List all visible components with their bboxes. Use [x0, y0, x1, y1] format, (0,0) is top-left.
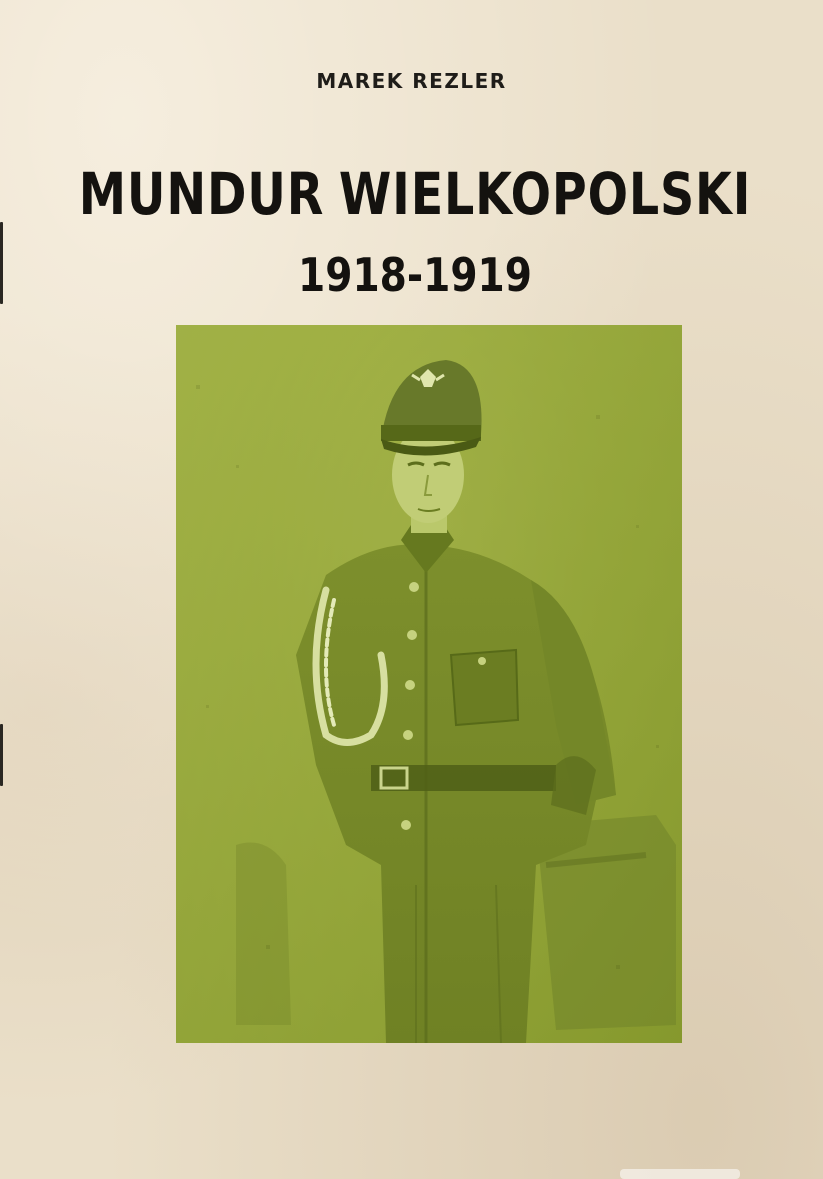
title-word-wielkopolski: WIELKOPOLSKI: [338, 160, 752, 228]
soldier-portrait-photo: [176, 325, 682, 1043]
author-name: MAREK REZLER: [316, 69, 507, 93]
staple-mark-bottom: [0, 724, 3, 786]
book-title: [75, 160, 756, 228]
page-wear-mark: [620, 1169, 740, 1179]
soldier-figure-illustration: [176, 325, 682, 1043]
staple-mark-top: [0, 222, 3, 304]
year-range: 1918-1919: [298, 248, 532, 302]
title-word-mundur: MUNDUR: [78, 160, 325, 228]
